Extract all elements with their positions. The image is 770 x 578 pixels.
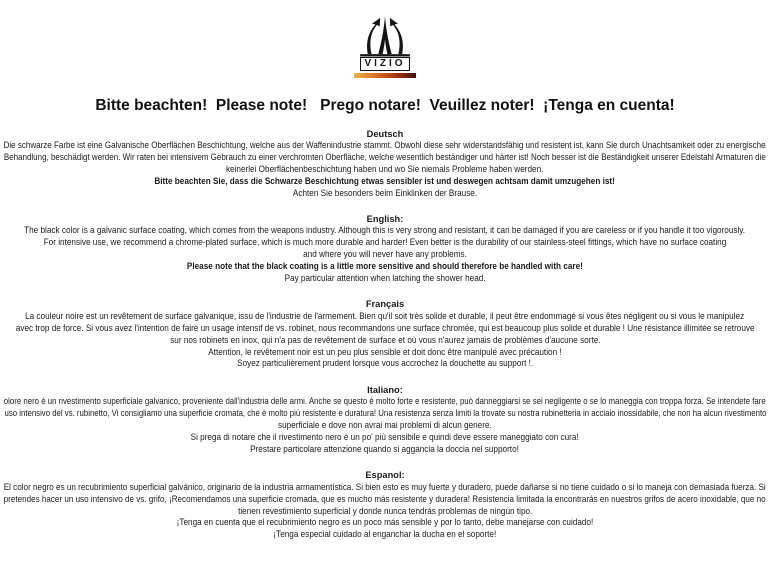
- text-line: Bitte beachten Sie, dass die Schwarze Beschichtung etwas sensibler ist und deswegen achtsam damit umzugehen ist!: [154, 175, 616, 186]
- section-heading: English:: [366, 213, 404, 224]
- text-line: Achten Sie besonders beim Einklinken der Brause.: [292, 187, 478, 198]
- page-title: [0, 94, 770, 118]
- text-line: superficiale e dove non avrai mai problemi di alcun genere.: [278, 420, 492, 431]
- text-line: pretendes hacer un uso intensivo de vs. grifo, ¡Recomendamos una superficie cromada, que es mucho más resistente y duradera! Resistencia limitada la encontrarás en nuestros grifos de acero inoxidable, que no: [4, 493, 767, 504]
- section-english: [0, 213, 770, 285]
- section-heading: Français: [365, 299, 405, 310]
- text-line: Die schwarze Farbe ist eine Galvanische Oberflächen Beschichtung, welche aus der Waffenindustrie stammt. Obwohl diese sehr widerstandsfähig und resistent ist, kann Sie durch Unachtsamkeit oder zu energische: [4, 140, 766, 150]
- text-line: Prestare particolare attenzione quando si aggancia la doccia nel supporto!: [250, 443, 520, 454]
- text-line: avec trop de force. Si vous avez l'intention de faire un usage intensif de vs. robinet, nous recommandons une surface chromée, qui est beaucoup plus solide et durable ! Une résistance illimitée se retrouve: [15, 322, 755, 333]
- text-line: uso intensivo del vs. rubinetto, Vi consigliamo una superficie cromata, che è molto più resistente e duratura! Una resistenza senza limiti la trovate su nostra rubinetteria in acciaio inossidabile, che non ha alcun rivestimento: [4, 408, 766, 419]
- trident-icon: [354, 14, 416, 58]
- text-line: olore nero è un rivestimento superficiale galvanico, proveniente dall'industria delle armi. Anche se questo è molto forte e resistente, può danneggiarsi se sei negligente o se lo maneggia con troppa forza. Se intendete fare: [4, 396, 766, 407]
- section-espanol: [0, 469, 770, 541]
- text-line: Pay particular attention when latching the shower head.: [284, 273, 486, 284]
- vizio-logo: [353, 14, 417, 78]
- text-line: For intensive use, we recommend a chrome-plated surface, which is much more durable and harder! Even better is the durability of our stainless-steel fittings, which have no surface coating: [43, 237, 727, 248]
- text-line: Behandlung, beschädigt werden. Wir raten bei intensivem Gebrauch zu einer verchromten Oberfläche, welche wesentlich beständiger und härter ist! Noch besser ist die Beständigkeit unserer Edelstahl Armaturen die: [4, 151, 766, 162]
- section-heading: Italiano:: [367, 384, 403, 395]
- text-line: Si prega di notare che il rivestimento nero è un po' più sensibile e quindi deve essere maneggiato con cura!: [190, 432, 580, 443]
- section-italiano: [0, 384, 770, 456]
- brand-wordmark: VIZIO: [360, 57, 409, 71]
- text-line: sur nos robinets en inox, qui n'a pas de revêtement de surface et où vous n'aurez jamais de problèmes d'aucune sorte.: [169, 334, 601, 345]
- text-line: Please note that the black coating is a little more sensitive and should therefore be handled with care!: [187, 261, 583, 272]
- text-line: ¡Tenga especial cuidado al enganchar la ducha en el soporte!: [273, 529, 497, 540]
- page-title-text: Bitte beachten! Please note! Prego notare! Veuillez noter! ¡Tenga en cuenta!: [95, 96, 675, 114]
- section-heading: Deutsch: [366, 128, 404, 139]
- sections: [0, 128, 770, 542]
- section-francais: [0, 298, 770, 370]
- section-deutsch: [0, 128, 770, 200]
- text-line: The black color is a galvanic surface coating, which comes from the weapons industry. Although this is very strong and resistant, it can be damaged if you are careless or if you handle it too vigorously.: [24, 225, 746, 236]
- section-heading: Espanol:: [365, 470, 405, 481]
- text-line: Attention, le revêtement noir est un peu plus sensible et doit donc être manipulé avec précaution !: [208, 346, 562, 357]
- text-line: El color negro es un recubrimiento superficial galvánico, originario de la industria armamentística. Si bien esto es muy fuerte y duradero, puede dañarse si no tiene cuidado o si lo maneja con demasiada fuerza. Si: [3, 481, 767, 492]
- text-line: La couleur noire est un revêtement de surface galvanique, issu de l'industrie de l'armement. Bien qu'il soit très solide et durable, il peut être endommagé si vous êtes négligent ou si vous le manipulez: [25, 310, 745, 321]
- text-line: Soyez particulièrement prudent lorsque vous accrochez la douchette au support !.: [236, 358, 534, 369]
- text-line: and where you will never have any problems.: [303, 249, 467, 260]
- text-line: ¡Tenga en cuenta que el recubrimiento negro es un poco más sensible y por lo tanto, debe manejarse con cuidado!: [176, 517, 594, 528]
- text-line: tienen revestimiento superficial y donde nunca tendrás problemas de ningún tipo.: [237, 505, 533, 516]
- brand-underline-bar: [354, 73, 416, 78]
- text-line: keinerlei Oberflächenbeschichtung haben und wo Sie niemals Probleme haben werden.: [226, 163, 544, 174]
